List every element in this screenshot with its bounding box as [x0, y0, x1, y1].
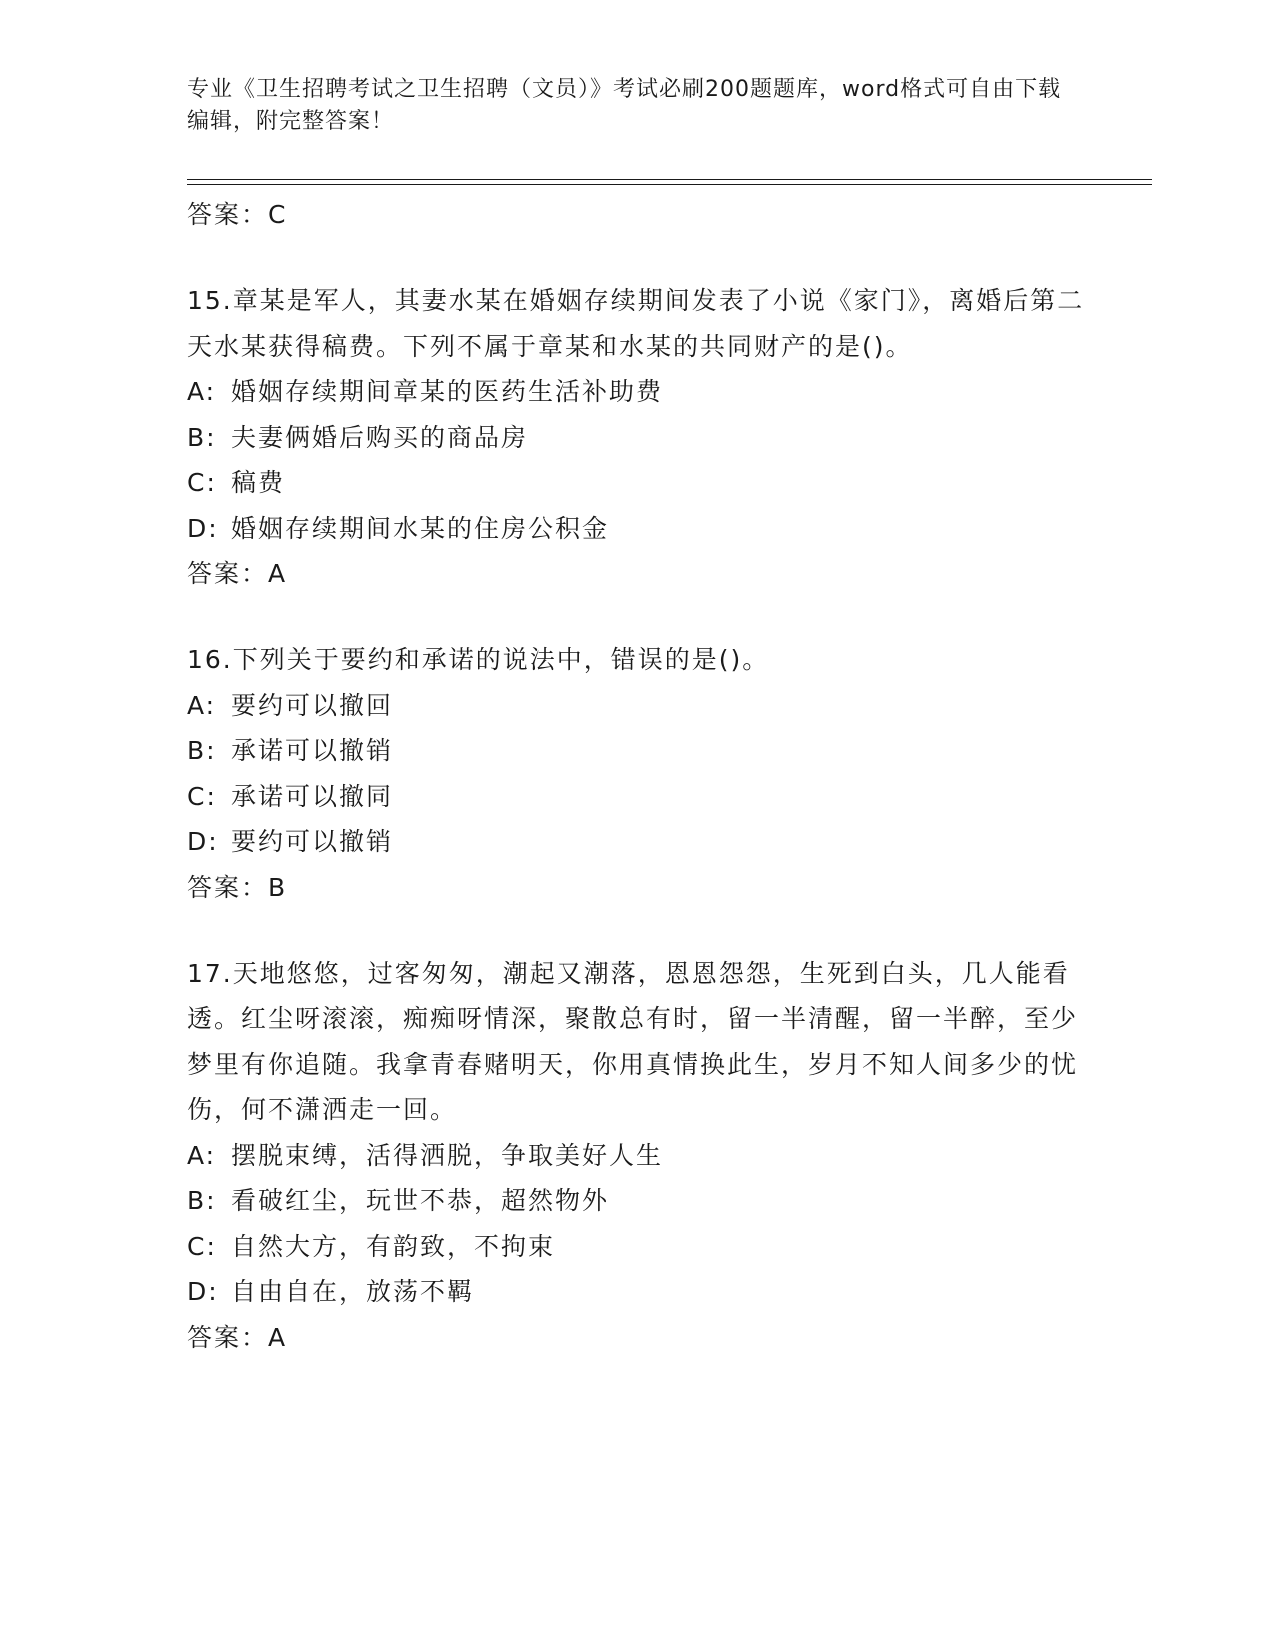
- option-letter: A:: [187, 690, 217, 720]
- answer-line: 答案：C: [187, 200, 288, 229]
- option-letter: C:: [187, 468, 217, 497]
- option-letter: B:: [187, 1186, 217, 1215]
- option-letter: C:: [187, 781, 217, 811]
- answer-line: 答案：B: [187, 872, 288, 902]
- answer-line: 答案：A: [187, 1322, 288, 1352]
- option-text: 婚姻存续期间水某的住房公积金: [231, 513, 610, 543]
- option-letter: D:: [187, 827, 219, 856]
- question-stem: 16.下列关于要约和承诺的说法中，错误的是()。: [187, 645, 770, 674]
- option-b: [187, 728, 1087, 774]
- document-header: 专业《卫生招聘考试之卫生招聘（文员）》考试必刷200题题库，word格式可自由下载编辑，附完整答案！: [187, 77, 1062, 134]
- question-stem: 15.章某是军人，其妻水某在婚姻存续期间发表了小说《家门》，离婚后第二天水某获得稿费。下列不属于章某和水某的共同财产的是()。: [187, 286, 1085, 361]
- option-text: 自由自在，放荡不羁: [231, 1277, 475, 1306]
- question-16: [187, 637, 1087, 911]
- option-b: [187, 415, 1087, 461]
- option-d: [187, 506, 1087, 552]
- option-d: [187, 1269, 1087, 1315]
- option-text: 承诺可以撤同: [231, 781, 394, 811]
- option-letter: D:: [187, 513, 219, 543]
- option-letter: C:: [187, 1231, 217, 1261]
- option-text: 自然大方，有韵致，不拘束: [231, 1231, 556, 1261]
- option-text: 看破红尘，玩世不恭，超然物外: [231, 1186, 610, 1215]
- option-b: [187, 1178, 1087, 1224]
- option-letter: A:: [187, 377, 217, 406]
- header-rule-top: [187, 179, 1152, 180]
- question-17: [187, 951, 1087, 1361]
- answer-line: 答案：A: [187, 559, 288, 588]
- option-c: [187, 1224, 1087, 1270]
- option-c: [187, 460, 1087, 506]
- option-text: 稿费: [231, 468, 286, 497]
- option-letter: B:: [187, 736, 217, 765]
- option-c: [187, 774, 1087, 820]
- option-a: [187, 683, 1087, 729]
- option-text: 婚姻存续期间章某的医药生活补助费: [231, 377, 664, 406]
- question-stem: 17.天地悠悠，过客匆匆，潮起又潮落，恩恩怨怨，生死到白头，几人能看透。红尘呀滚滚，痴痴呀情深，聚散总有时，留一半清醒，留一半醉，至少梦里有你追随。我拿青春赌明天，你用真情换此生，岁月不知人间多少的忧伤，何不潇洒走一回。: [187, 958, 1079, 1124]
- option-text: 摆脱束缚，活得洒脱，争取美好人生: [231, 1140, 664, 1170]
- option-letter: D:: [187, 1277, 219, 1306]
- option-a: [187, 369, 1087, 415]
- header-rule-bottom: [187, 184, 1152, 185]
- option-text: 要约可以撤回: [231, 690, 394, 720]
- option-text: 夫妻俩婚后购买的商品房: [231, 422, 529, 452]
- question-15: [187, 278, 1087, 597]
- option-letter: B:: [187, 422, 217, 452]
- option-d: [187, 819, 1087, 865]
- option-letter: A:: [187, 1140, 217, 1170]
- option-text: 要约可以撤销: [231, 827, 394, 856]
- option-a: [187, 1133, 1087, 1179]
- option-text: 承诺可以撤销: [231, 736, 394, 765]
- document-body: [187, 192, 1087, 1361]
